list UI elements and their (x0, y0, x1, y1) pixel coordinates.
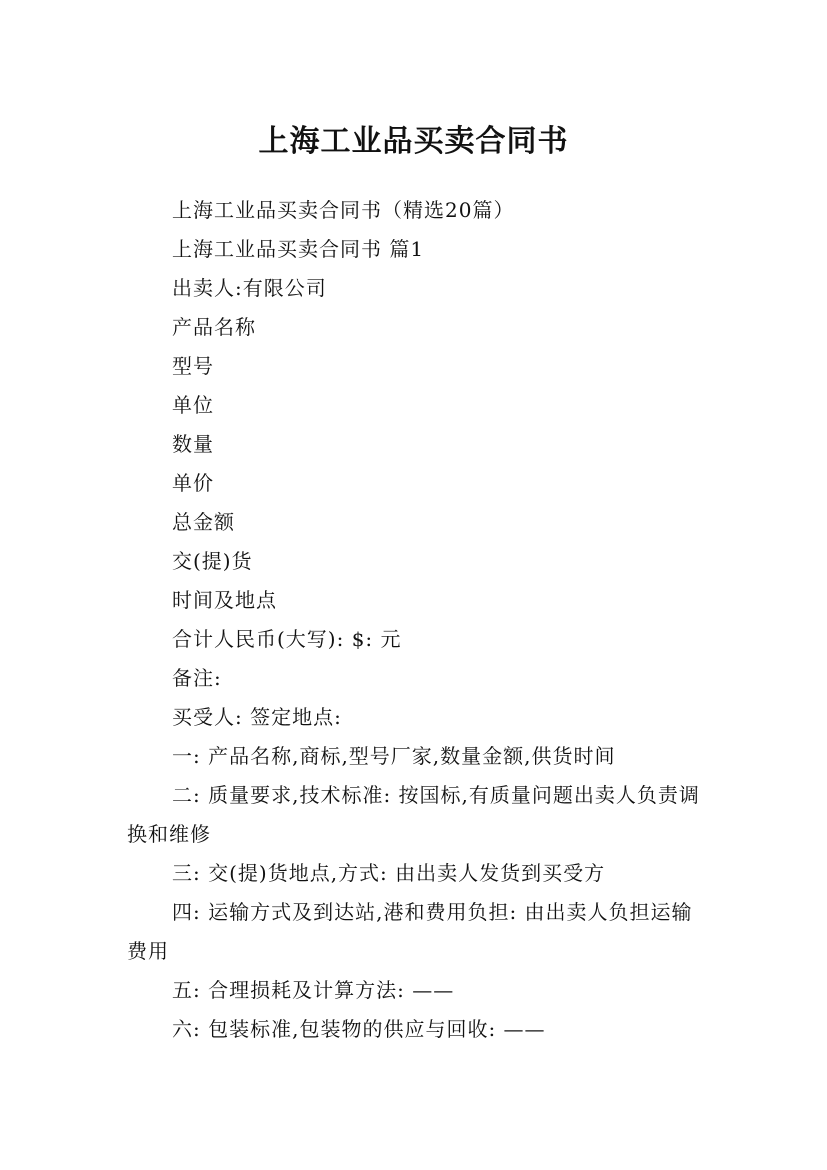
paragraph-section-title: 上海工业品买卖合同书 篇1 (172, 237, 425, 261)
paragraph-unit-price: 单价 (172, 471, 214, 495)
paragraph-unit: 单位 (172, 393, 214, 417)
paragraph-total-amount: 总金额 (172, 510, 235, 534)
paragraph-model: 型号 (172, 354, 214, 378)
paragraph-clause-5: 五: 合理损耗及计算方法: —— (172, 978, 455, 1002)
paragraph-clause-1: 一: 产品名称,商标,型号厂家,数量金额,供货时间 (172, 744, 616, 768)
paragraph-buyer: 买受人: 签定地点: (172, 705, 342, 729)
paragraph-clause-6: 六: 包装标准,包装物的供应与回收: —— (172, 1017, 546, 1041)
paragraph-time-place: 时间及地点 (172, 588, 277, 612)
paragraph-product-name: 产品名称 (172, 315, 256, 339)
paragraph-total-rmb: 合计人民币(大写): $: 元 (172, 627, 402, 651)
paragraph-heading: 上海工业品买卖合同书（精选20篇） (172, 198, 515, 222)
paragraph-remarks: 备注: (172, 666, 222, 690)
document-title: 上海工业品买卖合同书 (258, 124, 569, 160)
paragraph-clause-4: 四: 运输方式及到达站,港和费用负担: 由出卖人负担运输费用 (127, 900, 693, 963)
paragraph-clause-2: 二: 质量要求,技术标准: 按国标,有质量问题出卖人负责调换和维修 (127, 783, 700, 846)
paragraph-delivery: 交(提)货 (172, 549, 253, 573)
paragraph-clause-3: 三: 交(提)货地点,方式: 由出卖人发货到买受方 (172, 861, 606, 885)
paragraph-seller: 出卖人:有限公司 (172, 276, 327, 300)
paragraph-quantity: 数量 (172, 432, 214, 456)
document-body (127, 191, 707, 1049)
